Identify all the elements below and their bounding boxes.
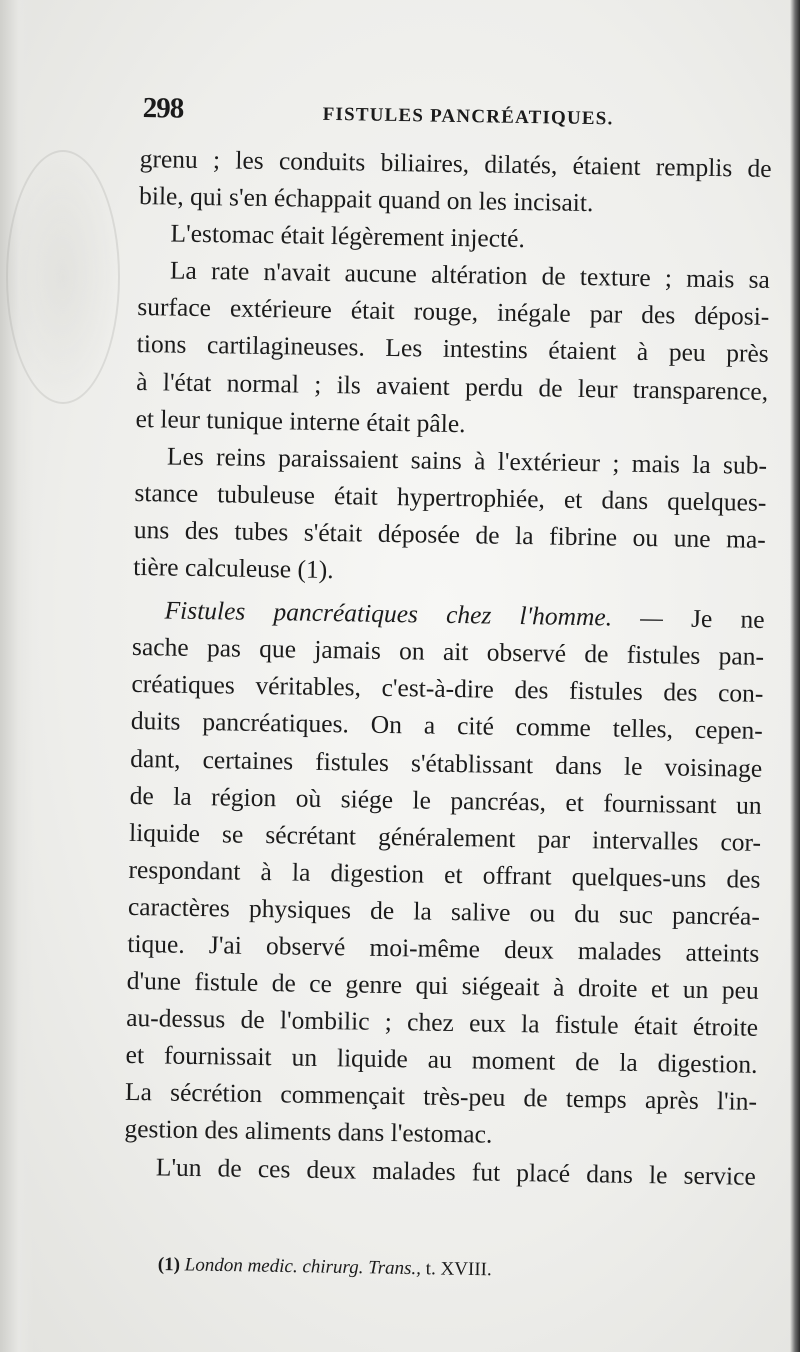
text-line: d'une fistule de ce genre qui siégeait à droite et un peu: [126, 965, 759, 1005]
text-line: à l'état normal ; ils avaient perdu de leur transparence,: [135, 366, 769, 406]
text-line: tière calculeuse (1).: [133, 551, 334, 585]
text-line: tique. J'ai observé moi-même deux malades atteints: [127, 928, 760, 968]
footnote: [158, 1254, 492, 1281]
text-line: respondant à la digestion et offrant quelques-uns des: [128, 854, 761, 894]
text-line: gestion des aliments dans l'estomac.: [124, 1114, 493, 1150]
footnote-source: London medic. chirurg. Trans.,: [184, 1254, 422, 1280]
section-heading: Fistules pancréatiques chez l'homme. —: [164, 595, 664, 633]
text-line: bile, qui s'en échappait quand on les incisait.: [138, 181, 594, 218]
footnote-volume: t. XVIII.: [425, 1258, 492, 1281]
body-text: [124, 140, 772, 1194]
text-line: et fournissait un liquide au moment de la digestion.: [125, 1040, 758, 1080]
text-line: L'estomac était légèrement injecté.: [170, 218, 526, 254]
page-header: [142, 92, 613, 139]
text-line: uns des tubes s'était déposée de la fibrine ou une ma-: [133, 514, 767, 554]
text-line: dant, certaines fistules s'établissant dans le voisinage: [130, 743, 763, 783]
text-line: sache pas que jamais on ait observé de fistules pan-: [131, 632, 765, 672]
paper-stain: [6, 150, 120, 404]
text-line: stance tubuleuse était hypertrophiée, et dans quelques-: [134, 477, 767, 517]
text-line: liquide se sécrétant généralement par intervalles cor-: [128, 817, 762, 857]
page-number: 298: [142, 92, 184, 125]
text-line: Les reins paraissaient sains à l'extérieur ; mais la sub-: [166, 441, 768, 480]
text-line: au-dessus de l'ombilic ; chez eux la fistule était étroite: [125, 1003, 759, 1042]
text-line: La rate n'avait aucune altération de texture ; mais sa: [169, 255, 771, 295]
text-line: duits pancréatiques. On a cité comme telles, cepen-: [130, 706, 764, 746]
text-line: tions cartilagineuses. Les intestins étaient à peu près: [136, 329, 769, 369]
text-line: créatiques véritables, c'est-à-dire des fistules des con-: [131, 669, 764, 709]
text-line: L'un de ces deux malades fut placé dans le service: [155, 1151, 757, 1191]
text-line: et leur tunique interne était pâle.: [135, 403, 466, 438]
text-line: caractères physiques de la salive ou du suc pancréa-: [127, 891, 761, 931]
text-line: de la région où siége le pancréas, et fournissant un: [129, 780, 762, 820]
running-head: FISTULES PANCRÉATIQUES.: [322, 103, 614, 130]
text-line: La sécrétion commençait très-peu de temps après l'in-: [124, 1077, 758, 1117]
text-line: Je ne: [690, 603, 765, 634]
page-right-edge: [790, 0, 800, 1352]
text-line: surface extérieure était rouge, inégale par des déposi-: [137, 292, 770, 332]
footnote-number: (1): [157, 1254, 181, 1276]
text-line: grenu ; les conduits biliaires, dilatés, étaient remplis de: [139, 143, 772, 183]
